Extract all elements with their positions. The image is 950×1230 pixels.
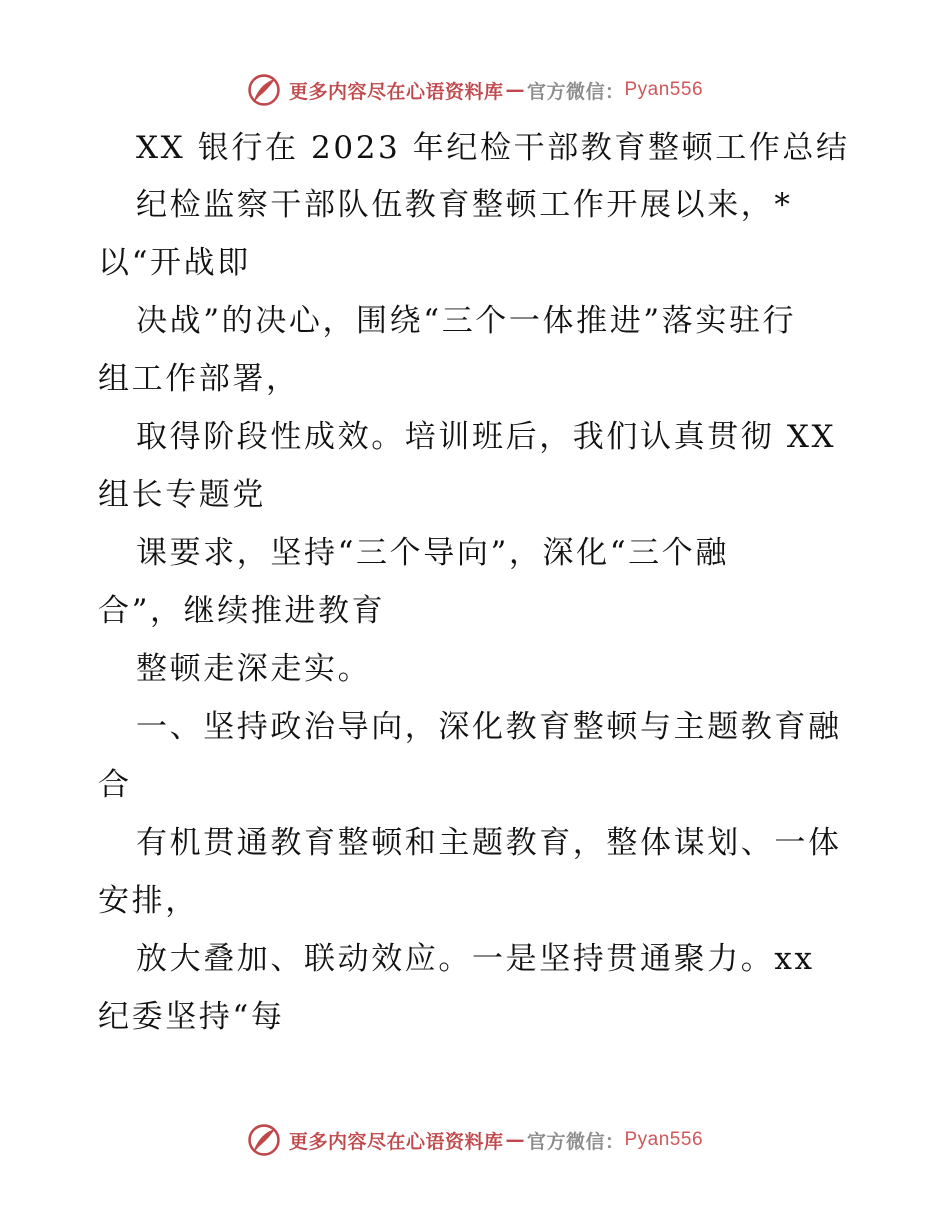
watermark-handle: Pyan556	[624, 79, 704, 100]
paragraph-line: 安排，	[98, 883, 199, 919]
watermark-dash: —	[505, 1129, 525, 1151]
watermark-handle: Pyan556	[624, 1129, 704, 1150]
bottom-watermark	[0, 1120, 950, 1160]
section-heading: 一、坚持政治导向，深化教育整顿与主题教育融	[136, 709, 842, 745]
paragraph-line: 纪检监察干部队伍教育整顿工作开展以来，*	[136, 187, 793, 223]
paragraph-line: 组工作部署，	[98, 361, 300, 397]
document-title: XX 银行在 2023 年纪检干部教育整顿工作总结	[136, 130, 850, 166]
watermark-official-text: 官方微信：	[526, 1130, 625, 1153]
paragraph-line: 合	[98, 767, 132, 803]
paragraph-line: 放大叠加、联动效应。一是坚持贯通聚力。xx	[136, 941, 815, 977]
paragraph-line: 取得阶段性成效。培训班后，我们认真贯彻 XX	[136, 419, 837, 455]
quill-logo-icon	[247, 1123, 281, 1157]
paragraph-line: 以“开战即	[98, 245, 251, 281]
paragraph-line: 纪委坚持“每	[98, 999, 285, 1035]
watermark-main-text: 更多内容尽在心语资料库	[288, 1130, 504, 1153]
paragraph-line: 组长专题党	[98, 477, 266, 513]
watermark-main-text: 更多内容尽在心语资料库	[288, 80, 504, 103]
paragraph-line: 合”，继续推进教育	[98, 593, 386, 629]
paragraph-line: 课要求，坚持“三个导向”，深化“三个融	[136, 535, 729, 571]
paragraph-line: 决战”的决心，围绕“三个一体推进”落实驻行	[136, 303, 797, 339]
watermark-dash: —	[505, 79, 525, 101]
paragraph-line: 整顿走深走实。	[136, 651, 372, 687]
paragraph-line: 有机贯通教育整顿和主题教育，整体谋划、一体	[136, 825, 842, 861]
watermark-official-text: 官方微信：	[526, 80, 625, 103]
